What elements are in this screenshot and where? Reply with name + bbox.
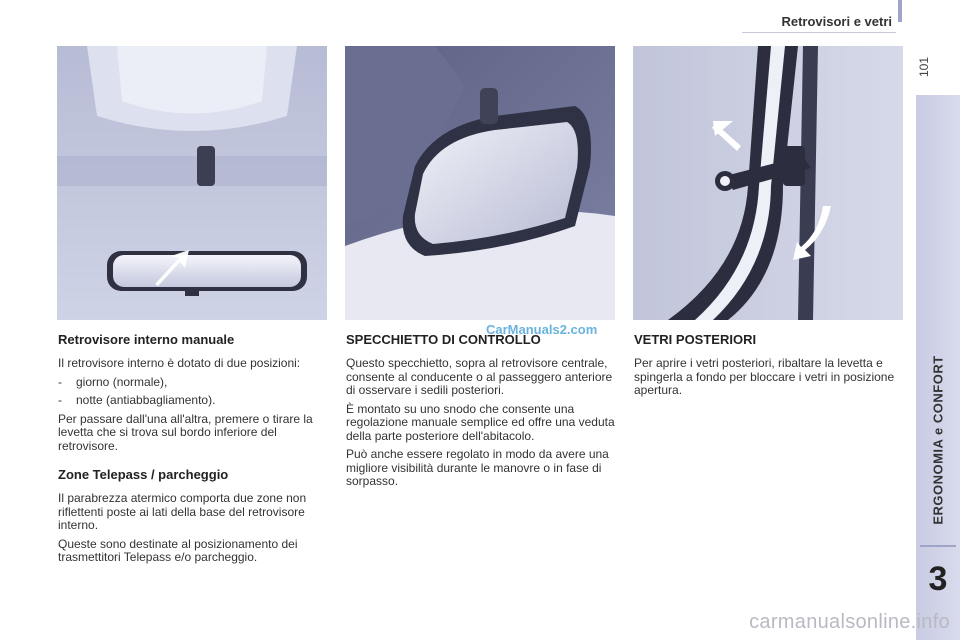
body-paragraph: È montato su uno snodo che consente una regolazione manuale semplice ed offre una veduta della parte posteriore dell'abitacolo. (346, 401, 615, 443)
chapter-number: 3 (928, 560, 948, 598)
text-column-3 (634, 332, 906, 403)
chapter-title: ERGONOMIA e CONFORT (930, 355, 946, 525)
body-paragraph: Per aprire i vetri posteriori, ribaltare la levetta e spingerla a fondo per bloccare i vetri in posizione apertura. (634, 356, 895, 397)
body-paragraph: Questo specchietto, sopra al retrovisore centrale, consente al conducente o al passeggero anteriore di osservare i sedili posteriori. (346, 356, 613, 397)
running-header-title: Retrovisori e vetri (781, 14, 892, 29)
page-number: 101 (916, 56, 931, 78)
section-heading: VETRI POSTERIORI (634, 332, 757, 347)
rear-windows-image (633, 46, 903, 320)
text-column-2 (346, 332, 618, 494)
body-paragraph: Il parabrezza atermico comporta due zone non riflettenti poste ai lati della base del retrovisore interno. (58, 491, 307, 532)
chapter-marker-rule (920, 545, 956, 547)
list-item (58, 376, 330, 390)
interior-mirror-image (57, 46, 327, 320)
list-item (58, 394, 330, 408)
illustration-rear-windows (633, 46, 903, 320)
body-paragraph: Può anche essere regolato in modo da avere una migliore visibilità durante le manovre o in fase di sorpasso. (346, 447, 609, 488)
illustration-interior-mirror (57, 46, 327, 320)
header-rule (742, 32, 896, 33)
body-paragraph: Il retrovisore interno è dotato di due posizioni: (58, 356, 301, 370)
header-accent-bar (898, 0, 902, 22)
illustration-control-mirror (345, 46, 615, 320)
list-dash: - (58, 374, 62, 389)
section-heading: SPECCHIETTO DI CONTROLLO (346, 332, 541, 347)
site-watermark: CarManuals2.com (486, 322, 598, 337)
body-paragraph: Queste sono destinate al posizionamento dei trasmettitori Telepass e/o parcheggio. (58, 536, 298, 564)
control-mirror-image (345, 46, 615, 320)
footer-watermark: carmanualsonline.info (749, 611, 950, 633)
list-dash: - (58, 393, 62, 407)
body-paragraph: Per passare dall'una all'altra, premere o tirare la levetta che si trova sul bordo inferiore del retrovisore. (58, 411, 313, 453)
text-column-1 (58, 332, 330, 570)
section-heading: Retrovisore interno manuale (58, 332, 235, 347)
section-heading: Zone Telepass / parcheggio (58, 467, 229, 482)
list-item-text: giorno (normale), (76, 374, 168, 389)
list-item-text: notte (antiabbagliamento). (76, 393, 216, 407)
